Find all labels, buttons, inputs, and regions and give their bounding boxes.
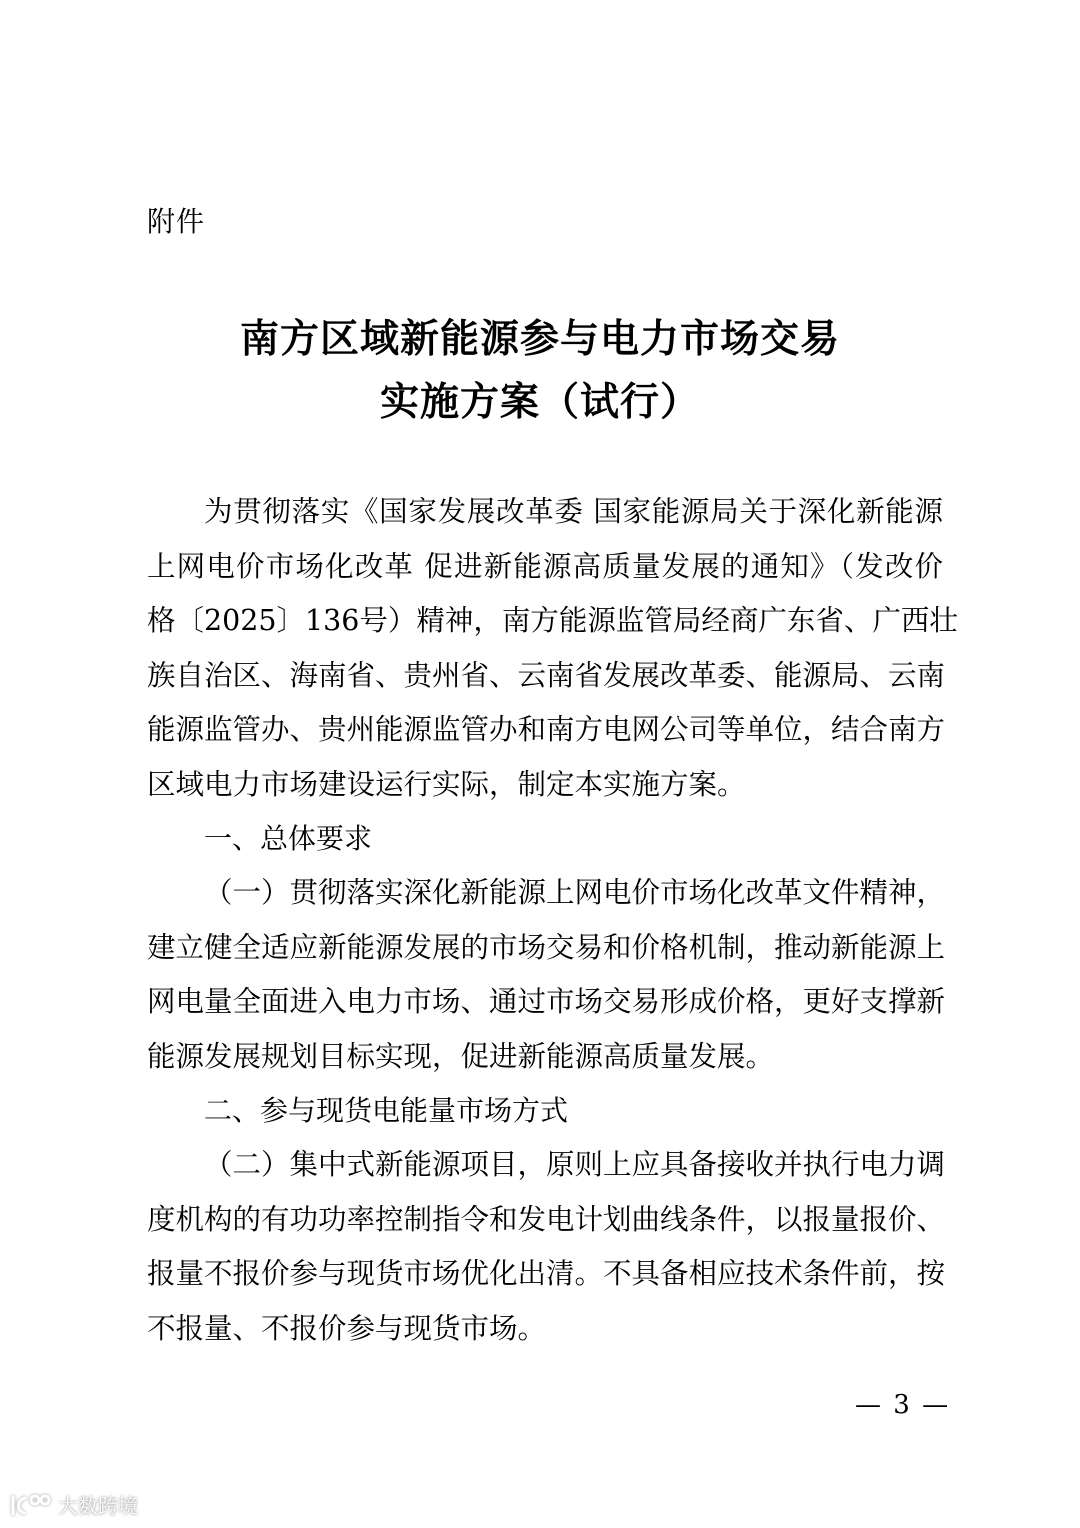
paragraph-line: （一）贯彻落实深化新能源上网电价市场化改革文件精神， (204, 876, 946, 909)
paragraph-line: 能源发展规划目标实现，促进新能源高质量发展。 (147, 1039, 775, 1073)
paragraph-line: 度机构的有功功率控制指令和发电计划曲线条件，以报量报价、 (147, 1202, 946, 1236)
section-heading-2 (147, 1084, 943, 1139)
intro-line: 上网电价市场化改革 促进新能源高质量发展的通知》（发改价 (147, 549, 943, 583)
intro-line: 能源监管办、贵州能源监管办和南方电网公司等单位，结合南方 (147, 713, 946, 746)
intro-line: 族自治区、海南省、贵州省、云南省发展改革委、能源局、云南 (147, 658, 946, 692)
section-heading-text: 一、总体要求 (204, 822, 373, 855)
attachment-label: 附件 (147, 205, 206, 238)
intro-paragraph (147, 485, 958, 812)
section-heading-1 (147, 812, 943, 867)
section1-item1-paragraph (147, 866, 946, 1084)
watermark-text: 大数跨境 (58, 1494, 138, 1518)
k100-logo-icon (8, 1492, 54, 1518)
watermark (8, 1490, 138, 1519)
intro-line: 格〔2025〕136号）精神，南方能源监管局经商广东省、广西壮 (147, 604, 958, 637)
document-title-line2: 实施方案（试行） (379, 379, 700, 425)
paragraph-line: 建立健全适应新能源发展的市场交易和价格机制，推动新能源上 (147, 930, 946, 964)
paragraph-line: （二）集中式新能源项目，原则上应具备接收并执行电力调 (204, 1148, 946, 1181)
section-heading-text: 二、参与现货电能量市场方式 (204, 1094, 569, 1127)
paragraph-line: 报量不报价参与现货市场优化出清。不具备相应技术条件前，按 (147, 1257, 946, 1290)
page-number: — 3 — (855, 1390, 951, 1420)
document-title-line1: 南方区域新能源参与电力市场交易 (239, 316, 840, 362)
intro-line: 区域电力市场建设运行实际，制定本实施方案。 (147, 767, 746, 801)
intro-line: 为贯彻落实《国家发展改革委 国家能源局关于深化新能源 (204, 495, 943, 528)
paragraph-line: 网电量全面进入电力市场、通过市场交易形成价格，更好支撑新 (147, 985, 946, 1018)
paragraph-line: 不报量、不报价参与现货市场。 (147, 1311, 547, 1345)
section2-item2-paragraph (147, 1138, 946, 1356)
